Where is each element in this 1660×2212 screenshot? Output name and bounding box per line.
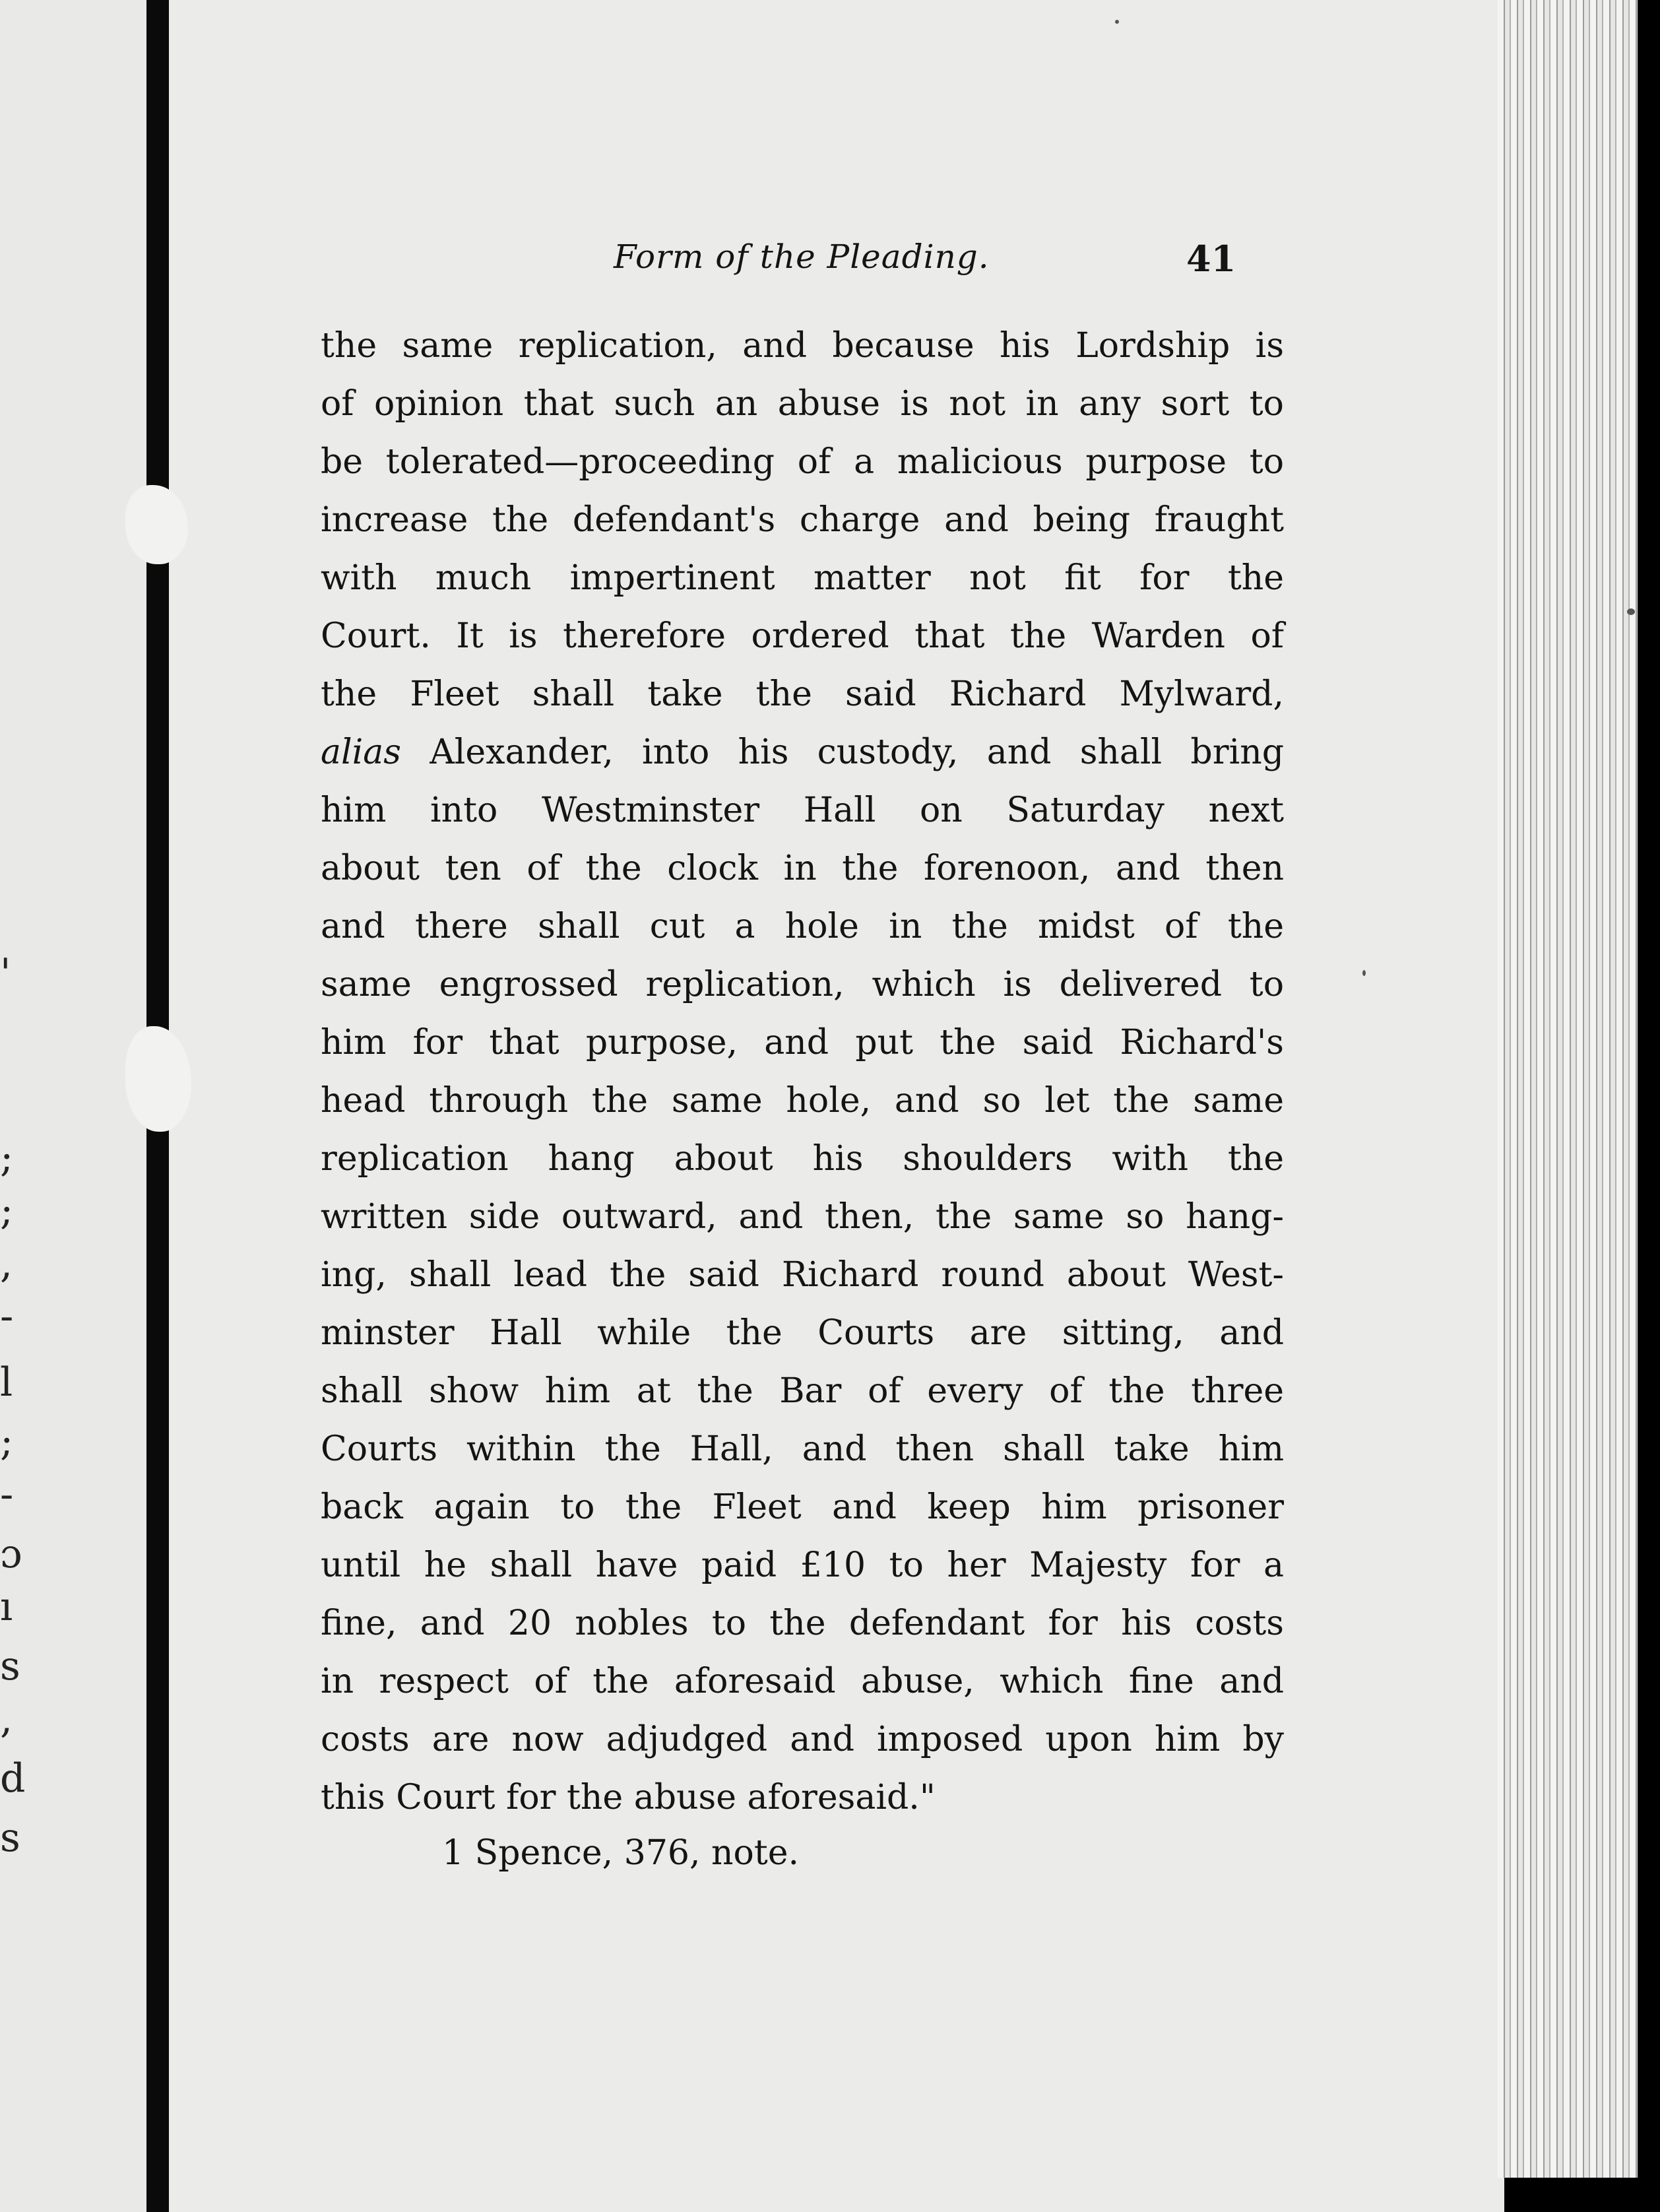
bleed-char: s — [0, 1643, 20, 1689]
scan-border — [1638, 0, 1660, 2212]
text-line: replication hang about his shoulders with the — [321, 1139, 1284, 1179]
text-line: him for that purpose, and put the said Richard's — [321, 1023, 1284, 1062]
text-line: until he shall have paid £10 to her Majesty for a — [321, 1545, 1284, 1585]
text-line: same engrossed replication, which is delivered to — [321, 965, 1284, 1004]
text-line: increase the defendant's charge and being fraught — [321, 500, 1284, 540]
scan-speck — [1627, 608, 1635, 615]
bleed-char: d — [0, 1755, 26, 1802]
bleed-char: ; — [0, 1188, 14, 1234]
bleed-char: ɔ — [0, 1531, 22, 1577]
text-line: about ten of the clock in the forenoon, and then — [321, 849, 1284, 888]
running-header — [0, 238, 1660, 290]
bleed-char: l — [0, 1359, 13, 1406]
bleed-char: ' — [0, 950, 11, 996]
stacked-page-edges — [1498, 0, 1638, 2178]
bleed-char: s — [0, 1815, 20, 1861]
text-line: of opinion that such an abuse is not in any sort to — [321, 384, 1284, 424]
text-line: him into Westminster Hall on Saturday next — [321, 791, 1284, 830]
bleed-char: , — [0, 1241, 13, 1287]
bleed-char: , — [0, 1696, 13, 1742]
text-line: Court. It is therefore ordered that the Warden of — [321, 616, 1284, 656]
citation: 1 Spence, 376, note. — [442, 1833, 800, 1873]
text-line: shall show him at the Bar of every of the three — [321, 1371, 1284, 1411]
text-line: fine, and 20 nobles to the defendant for his costs — [321, 1604, 1284, 1643]
text-line-rest: Alexander, into his custody, and shall bring — [430, 732, 1284, 772]
text-line: head through the same hole, and so let the same — [321, 1081, 1284, 1121]
body-text — [321, 317, 1284, 1827]
page-number: 41 — [1186, 238, 1236, 280]
text-line: this Court for the abuse aforesaid." — [321, 1778, 936, 1817]
bleed-char: ı — [0, 1584, 13, 1630]
bleed-char: ; — [0, 1419, 14, 1465]
text-line: written side outward, and then, the same so hang- — [321, 1197, 1284, 1237]
text-line-with-italic — [321, 723, 1284, 781]
bleed-char: - — [0, 1472, 14, 1518]
text-line: ing, shall lead the said Richard round about West- — [321, 1255, 1284, 1295]
text-line: and there shall cut a hole in the midst of the — [321, 907, 1284, 946]
scan-speck — [1115, 20, 1119, 24]
text-line: minster Hall while the Courts are sitting, and — [321, 1313, 1284, 1353]
text-line: be tolerated—proceeding of a malicious purpose to — [321, 442, 1284, 482]
running-title: Form of the Pleading. — [614, 238, 990, 276]
text-line: Courts within the Hall, and then shall take him — [321, 1429, 1284, 1469]
scan-speck — [1362, 970, 1366, 976]
text-line: costs are now adjudged and imposed upon him by — [321, 1720, 1284, 1759]
bleed-char: - — [0, 1293, 14, 1340]
bleed-char: ; — [0, 1135, 14, 1181]
text-line: in respect of the aforesaid abuse, which fine and — [321, 1662, 1284, 1701]
previous-page-edge — [0, 0, 146, 2212]
text-line: the Fleet shall take the said Richard Mylward, — [321, 674, 1284, 714]
italic-word: alias — [321, 732, 401, 772]
text-line: the same replication, and because his Lordship is — [321, 326, 1284, 366]
text-line: with much impertinent matter not fit for the — [321, 558, 1284, 598]
text-line: back again to the Fleet and keep him prisoner — [321, 1487, 1284, 1527]
